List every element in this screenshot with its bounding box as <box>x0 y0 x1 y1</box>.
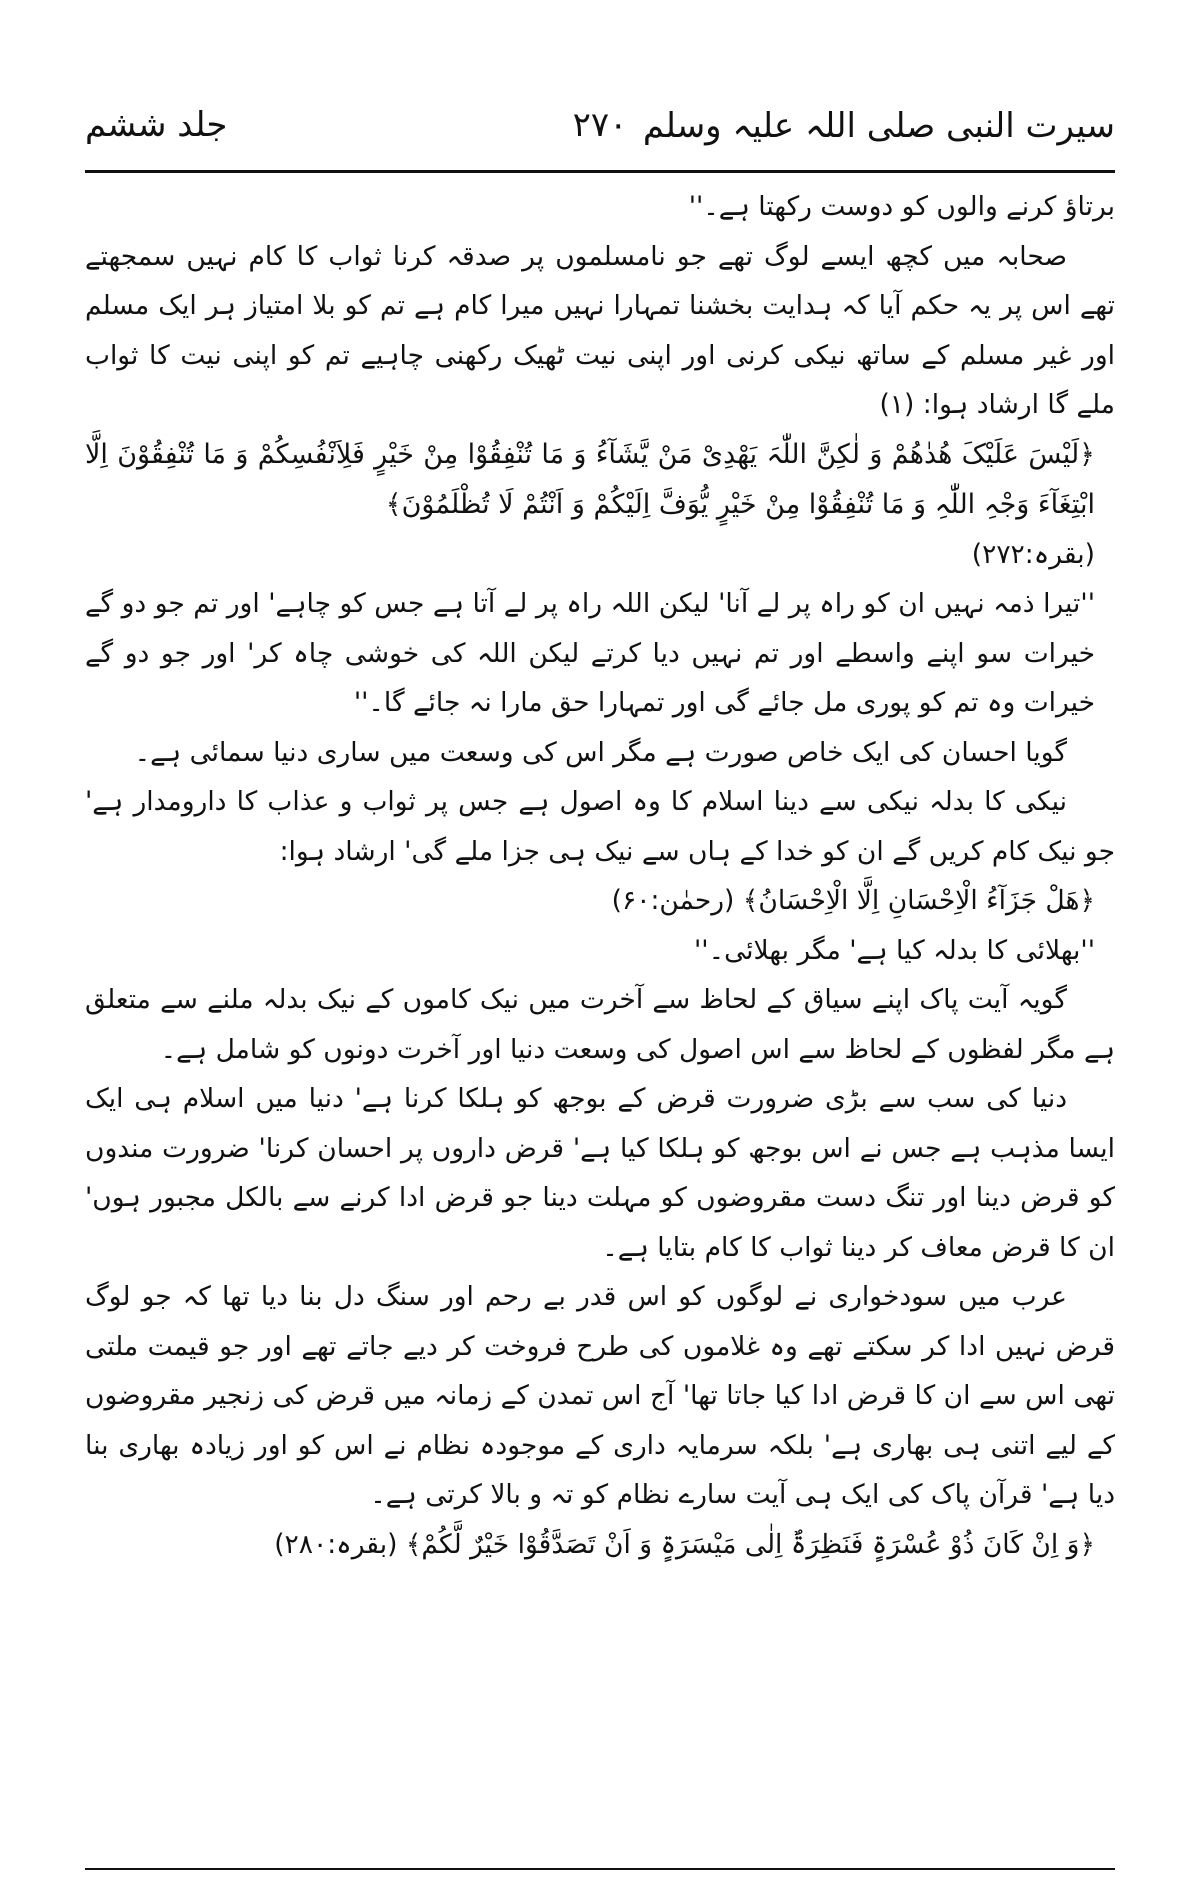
paragraph: نیکی کا بدلہ نیکی سے دینا اسلام کا وہ اصول ہے جس پر ثواب و عذاب کا دارومدار ہے' جو نیک کام کریں گے ان کو خدا کے ہاں سے نیک ہی جزا ملے گی' ارشاد ہوا: <box>85 786 1115 867</box>
quran-verse-line <box>85 1520 1095 1570</box>
paragraph: گویا احسان کی ایک خاص صورت ہے مگر اس کی وسعت میں ساری دنیا سمائی ہے۔ <box>134 736 1067 768</box>
book-title: سیرت النبی صلی اللہ علیہ وسلم <box>642 106 1115 146</box>
page-header <box>85 105 1115 165</box>
quran-verse-line <box>85 876 1095 926</box>
paragraph: صحابہ میں کچھ ایسے لوگ تھے جو نامسلموں پر صدقہ کرنا ثواب کا کام نہیں سمجھتے تھے اس پر یہ حکم آیا کہ ہدایت بخشنا تمہارا نہیں میرا کام ہے تم کو بلا امتیاز ہر ایک مسلم اور غیر مسلم کے ساتھ نیکی کرنی اور اپنی نیت ٹھیک رکھنی چاہیے تم کو اپنی نیت کا ثواب ملے گا ارشاد ہوا: (۱) <box>85 240 1115 420</box>
verse-translation: ''بھلائی کا بدلہ کیا ہے' مگر بھلائی۔'' <box>694 934 1095 966</box>
verse-reference: (بقرہ:۲۷۲) <box>971 538 1095 570</box>
verse-reference: (بقرہ:۲۸۰) <box>274 1528 398 1560</box>
paragraph: گویہ آیت پاک اپنے سیاق کے لحاظ سے آخرت میں نیک کاموں کے نیک بدلہ ملنے سے متعلق ہے مگر لفظوں کے لحاظ سے اس اصول کی وسعت دنیا اور آخرت دونوں کو شامل ہے۔ <box>85 984 1115 1065</box>
footnote-rule <box>85 1868 1115 1870</box>
header-rule <box>85 170 1115 173</box>
paragraph: عرب میں سودخواری نے لوگوں کو اس قدر بے رحم اور سنگ دل بنا دیا تھا کہ جو لوگ قرض نہیں ادا کر سکتے تھے وہ غلاموں کی طرح فروخت کر دیے جاتے تھے اور جو قیمت ملتی تھی اس سے ان کا قرض ادا کیا جاتا تھا' آج اس تمدن کے زمانہ میں قرض کی زنجیر مقروضوں کے لیے اتنی ہی بھاری ہے' بلکہ سرمایہ داری کے موجودہ نظام نے اس کو اور زیادہ بھاری بنا دیا ہے' قرآن پاک کی ایک ہی آیت سارے نظام کو تہ و بالا کرتی ہے۔ <box>85 1281 1115 1510</box>
verse-translation: ''تیرا ذمہ نہیں ان کو راہ پر لے آنا' لیکن اللہ راہ پر لے آتا ہے جس کو چاہے' اور تم جو دو گے خیرات سو اپنے واسطے اور تم نہیں دیا کرتے لیکن اللہ کی خوشی چاہ کر' اور جو دو گے خیرات وہ تم کو پوری مل جائے گی اور تمہارا حق مارا نہ جائے گا۔'' <box>85 588 1095 718</box>
volume-label: جلد ششم <box>85 105 228 145</box>
paragraph-continuation: برتاؤ کرنے والوں کو دوست رکھتا ہے۔'' <box>688 191 1115 222</box>
paragraph: دنیا کی سب سے بڑی ضرورت قرض کے بوجھ کو ہلکا کرنا ہے' دنیا میں اسلام ہی ایک ایسا مذہب ہے جس نے اس بوجھ کو ہلکا کیا ہے' قرض داروں پر احسان کرنا' ضرورت مندوں کو قرض دینا اور تنگ دست مقروضوں کو مہلت دینا جو قرض ادا کرنے سے بالکل مجبور ہوں' ان کا قرض معاف کر دینا ثواب کا کام بتایا ہے۔ <box>85 1083 1115 1263</box>
page-body <box>85 182 1115 1569</box>
quran-verse: ﴿ھَلْ جَزَآءُ الْاِحْسَانِ اِلَّا الْاِحْسَانُ﴾ <box>742 885 1095 916</box>
quran-verse: ﴿لَیْسَ عَلَیْکَ ھُدٰھُمْ وَ لٰکِنَّ اللّٰہَ یَھْدِیْ مَنْ یَّشَآءُ وَ مَا تُنْفِقُوْا مِنْ خَیْرٍ فَلِاَنْفُسِکُمْ وَ مَا تُنْفِقُوْنَ اِلَّا ابْتِغَآءَ وَجْہِ اللّٰہِ وَ مَا تُنْفِقُوْا مِنْ خَیْرٍ یُّوَفَّ اِلَیْکُمْ وَ اَنْتُمْ لَا تُظْلَمُوْنَ﴾ <box>85 438 1095 520</box>
verse-reference: (رحمٰن:۶۰) <box>611 885 735 916</box>
page-number: ۲۷۰ <box>572 105 628 145</box>
quran-verse: ﴿وَ اِنْ کَانَ ذُوْ عُسْرَۃٍ فَنَظِرَۃٌ اِلٰی مَیْسَرَۃٍ وَ اَنْ تَصَدَّقُوْا خَیْرٌ لَّکُمْ﴾ <box>405 1528 1095 1560</box>
